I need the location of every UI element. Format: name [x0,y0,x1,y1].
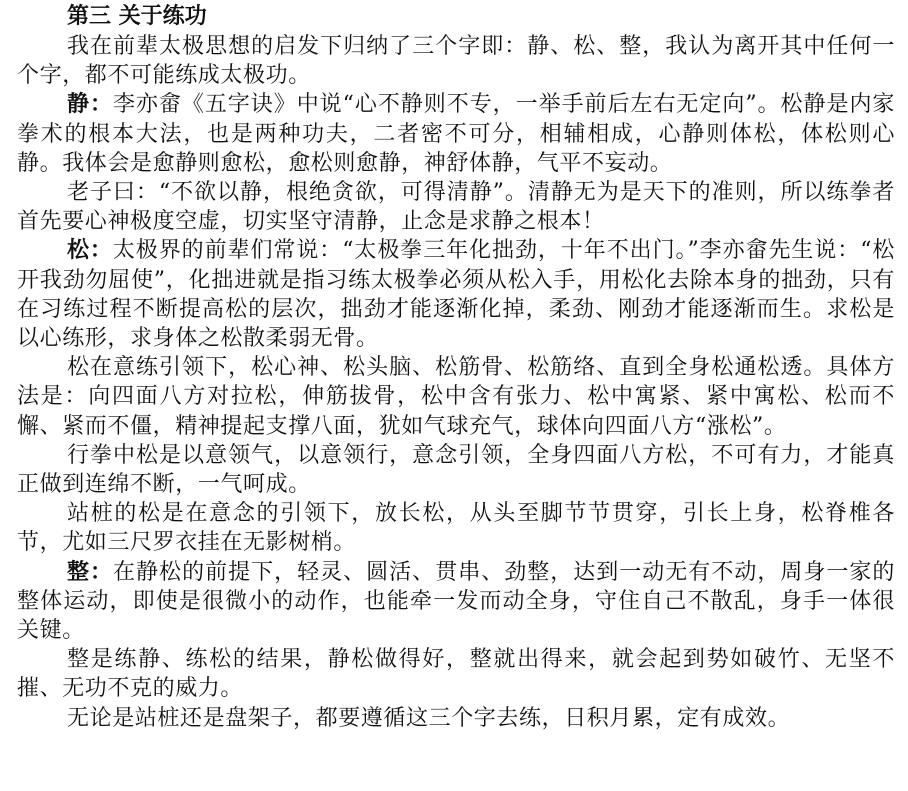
paragraph-zheng-result [17,645,895,703]
document-page [17,0,895,733]
paragraph-text: 松在意练引领下，松心神、松头脑、松筋骨、松筋络、直到全身松通松透。具体方法是：向四面八方对拉松，伸筋拔骨，松中含有张力、松中寓紧、紧中寓松、松而不懈、紧而不僵，精神提起支撑八面，犹如气球充气，球体向四面八方“涨松”。 [17,355,895,439]
section-title: 第三 关于练功 [67,3,207,29]
paragraph-xingquan [17,441,895,499]
paragraph-jing [17,90,895,178]
paragraph-text: 无论是站桩还是盘架子，都要遵循这三个字去练，日积月累，定有成效。 [67,705,791,731]
paragraph-text: 行拳中松是以意领气，以意领行，意念引领，全身四面八方松，不可有力，才能真正做到连绵不断，一气呵成。 [17,442,895,498]
paragraph-text: 整是练静、练松的结果，静松做得好，整就出得来，就会起到势如破竹、无坚不摧、无功不克的威力。 [17,647,895,702]
paragraph-song-method [17,353,895,441]
paragraph-zheng [17,558,895,646]
paragraph-text: 太极界的前辈们常说：“太极拳三年化拙劲，十年不出门。”李亦畲先生说：“松开我劲勿屈使”，化拙进就是指习练太极拳必须从松入手，用松化去除本身的拙劲，只有在习练过程不断提高松的层次，拙劲才能逐渐化掉，柔劲、刚劲才能逐渐而生。求松是以心练形，求身体之松散柔弱无骨。 [17,238,895,352]
paragraph-text: 我在前辈太极思想的启发下归纳了三个字即：静、松、整，我认为离开其中任何一个字，都不可能练成太极功。 [17,34,895,89]
paragraph-text: 老子曰：“不欲以静，根绝贪欲，可得清静”。清静无为是天下的准则，所以练拳者首先要心神极度空虚，切实坚守清静，止念是求静之根本！ [17,180,895,235]
paragraph-intro [17,32,895,90]
paragraph-conclusion [17,704,895,733]
paragraph-lead-song: 松： [67,237,113,264]
paragraph-zhanzhuang [17,499,895,557]
paragraph-lead-jing: 静： [67,91,113,118]
paragraph-lead-zheng: 整： [67,558,114,585]
paragraph-song [17,236,895,353]
paragraph-text: 李亦畲《五字诀》中说“心不静则不专，一举手前后左右无定向”。松静是内家拳术的根本大法，也是两种功夫，二者密不可分，相辅相成，心静则体松，体松则心静。我体会是愈静则愈松，愈松则愈静，神舒体静，气平不妄动。 [17,92,896,176]
paragraph-laozi [17,178,895,236]
paragraph-text: 站桩的松是在意念的引领下，放长松，从头至脚节节贯穿，引长上身，松脊椎各节，尤如三尺罗衣挂在无影树梢。 [17,501,895,556]
paragraph-text: 在静松的前提下，轻灵、圆活、贯串、劲整，达到一动无有不动，周身一家的整体运动，即使是很微小的动作，也能牵一发而动全身，守住自己不散乱，身手一体很关键。 [17,559,896,644]
